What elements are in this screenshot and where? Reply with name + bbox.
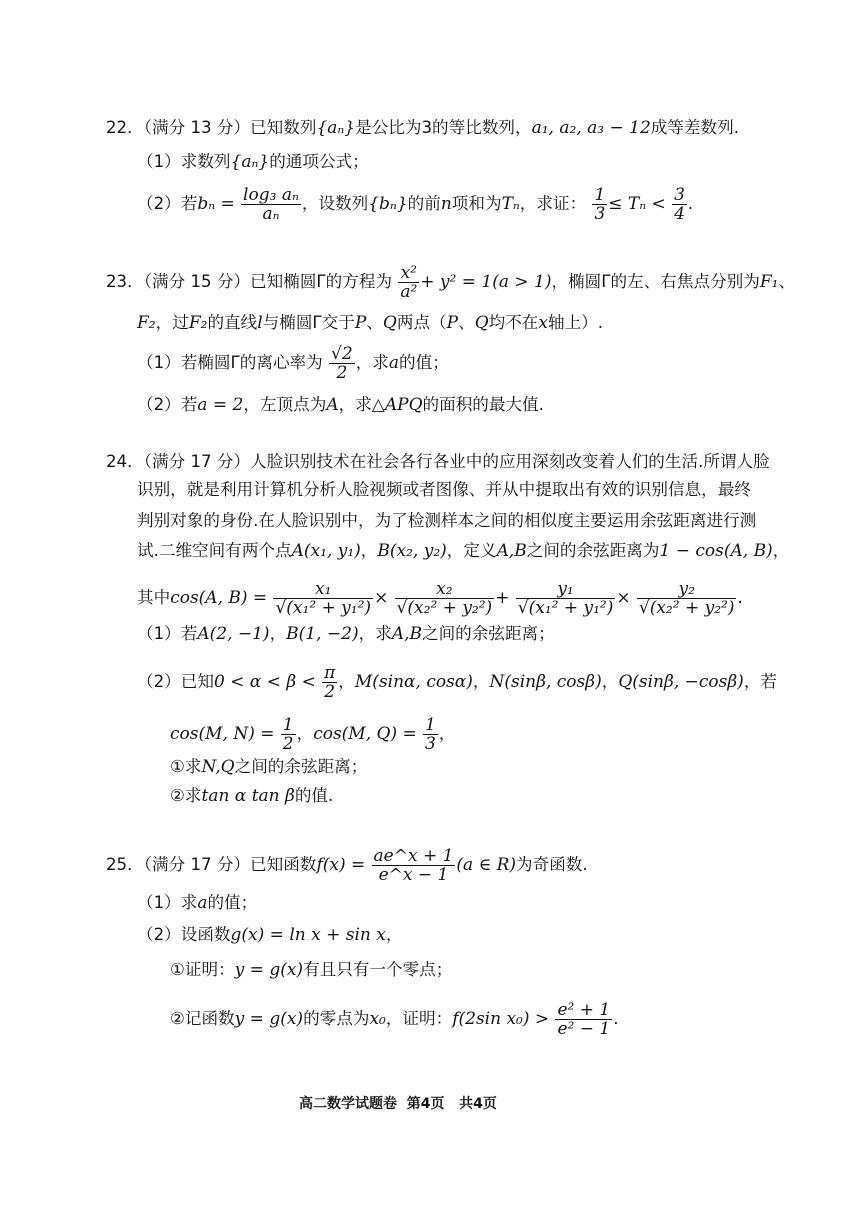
footer-title: 高二数学试题卷 xyxy=(299,1096,397,1112)
eccentricity-fraction: $\frac{√2}{2}$ xyxy=(331,344,353,383)
cos-fraction-2: $\frac{\text{x₂}}{\text{√(x₂² + y₂²)}}$ xyxy=(396,579,493,618)
q22-part1: （1）求数列{aₙ}的通项公式； xyxy=(137,152,369,172)
ellipse-fraction: $\frac{\text{x²}}{\text{a²}}$ xyxy=(400,263,418,302)
q24-sub1: ①求N,Q之间的余弦距离； xyxy=(170,757,368,777)
q25-stem: 25．（满分 17 分）已知函数f(x) = $\frac{ae\^{}x + 1}{e\^{}x - 1}$ (a ∈ R)为奇函数. xyxy=(106,846,588,885)
q23-part2: （2）若a = 2，左顶点为A，求△APQ的面积的最大值. xyxy=(137,395,544,415)
pi-half-fraction: $\frac{\pi}{2}$ xyxy=(324,663,336,702)
q23-stem-line2: F₂，过F₂的直线l与椭圆Γ交于P、Q两点（P、Q均不在x轴上）. xyxy=(137,313,604,333)
function-fraction: $\frac{ae\^{}x + 1}{e\^{}x - 1}$ xyxy=(373,846,454,885)
bn-fraction: $\frac{\text{log₃ aₙ}}{\text{aₙ}}$ xyxy=(243,185,299,224)
q25-number: 25． xyxy=(106,855,144,874)
q23-part1: （1）若椭圆Γ的离心率为 $\frac{√2}{2}$ ，求a的值； xyxy=(137,344,449,383)
ineq-left-fraction: $\frac{1}{3}$ xyxy=(594,185,606,224)
q25-sub2: ②记函数y = g(x)的零点为x₀，证明：f(2sin x₀) > $\frac{\text{e² + 1}}{\text{e² − 1}}$ . xyxy=(170,1000,619,1039)
q24-stem-line2: 识别，就是利用计算机分析人脸视频或者图像、并从中提取出有效的识别信息，最终 xyxy=(137,480,751,499)
q24-part2-conditions: cos(M, N) = $\frac{1}{2}$ ，cos(M, Q) = $\frac{1}{3}$ ， xyxy=(170,715,456,754)
q22-stem: 22．（满分 13 分）已知数列{aₙ}是公比为3的等比数列，a₁, a₂, a₃ − 12成等差数列. xyxy=(106,118,740,138)
cos-mq-fraction: $\frac{1}{3}$ xyxy=(425,715,436,754)
page-footer xyxy=(299,1094,497,1114)
q24-stem-line1: 24．（满分 17 分）人脸识别技术在社会各行各业中的应用深刻改变着人们的生活.所谓人脸 xyxy=(106,452,770,471)
q24-number: 24． xyxy=(106,452,144,471)
q24-part1: （1）若A(2, −1)，B(1, −2)，求A,B之间的余弦距离； xyxy=(137,624,555,644)
q24-stem-line3: 判别对象的身份.在人脸识别中，为了检测样本之间的相似度主要运用余弦距离进行测 xyxy=(137,511,757,530)
cos-fraction-3: $\frac{\text{y₁}}{\text{√(x₁² + y₁²)}}$ xyxy=(517,579,614,618)
q24-stem-line4: 试.二维空间有两个点A(x₁, y₁)，B(x₂, y₂)，定义A,B之间的余弦距离为1 − cos(A, B)， xyxy=(137,541,790,561)
footer-total: 共4页 xyxy=(459,1096,497,1112)
ineq-right-fraction: $\frac{3}{4}$ xyxy=(674,185,685,224)
q24-sub2: ②求tan α tan β的值. xyxy=(170,786,334,806)
q22-number: 22． xyxy=(106,118,144,137)
footer-page: 第4页 xyxy=(406,1096,445,1112)
q24-part2: （2）已知0 < α < β < $\frac{\pi}{2}$ ，M(sinα, cosα)，N(sinβ, cosβ)，Q(sinβ, −cosβ)，若 xyxy=(137,663,777,702)
q23-number: 23． xyxy=(106,272,144,291)
cos-fraction-4: $\frac{\text{y₂}}{\text{√(x₂² + y₂²)}}$ xyxy=(638,579,735,618)
q25-part1: （1）求a的值； xyxy=(137,893,258,913)
q25-part2: （2）设函数g(x) = ln x + sin x， xyxy=(137,925,403,945)
cos-mn-fraction: $\frac{1}{2}$ xyxy=(282,715,294,754)
q22-part2: （2）若bₙ = $\frac{\text{log₃ aₙ}}{\text{aₙ}}$ ，设数列{bₙ}的前n项和为Tₙ，求证： $\frac{1}{3}$ ≤ Tₙ < $\frac{3}{4}$ . xyxy=(137,185,694,224)
cos-fraction-1: $\frac{\text{x₁}}{\text{√(x₁² + y₁²)}}$ xyxy=(275,579,372,618)
cosine-formula: 其中cos(A, B) = $\frac{\text{x₁}}{\text{√(x₁² + y₁²)}}$ × $\frac{\text{x₂}}{\text{√(x₂² + y₂²)}}$ + $\frac{\text{y₁}}{\text{√(x₁² + y₁²)}}$ × $\frac{\text{y₂}}{\text{√(x₂² + y₂²)}}$ . xyxy=(137,579,743,618)
q23-stem: 23．（满分 15 分）已知椭圆Γ的方程为 $\frac{\text{x²}}{\text{a²}}$ + y² = 1(a > 1)，椭圆Γ的左、右焦点分别为F₁、 xyxy=(106,263,796,302)
q25-sub1: ①证明：y = g(x)有且只有一个零点； xyxy=(170,960,453,980)
e-squared-fraction: $\frac{\text{e² + 1}}{\text{e² − 1}}$ xyxy=(557,1000,611,1039)
